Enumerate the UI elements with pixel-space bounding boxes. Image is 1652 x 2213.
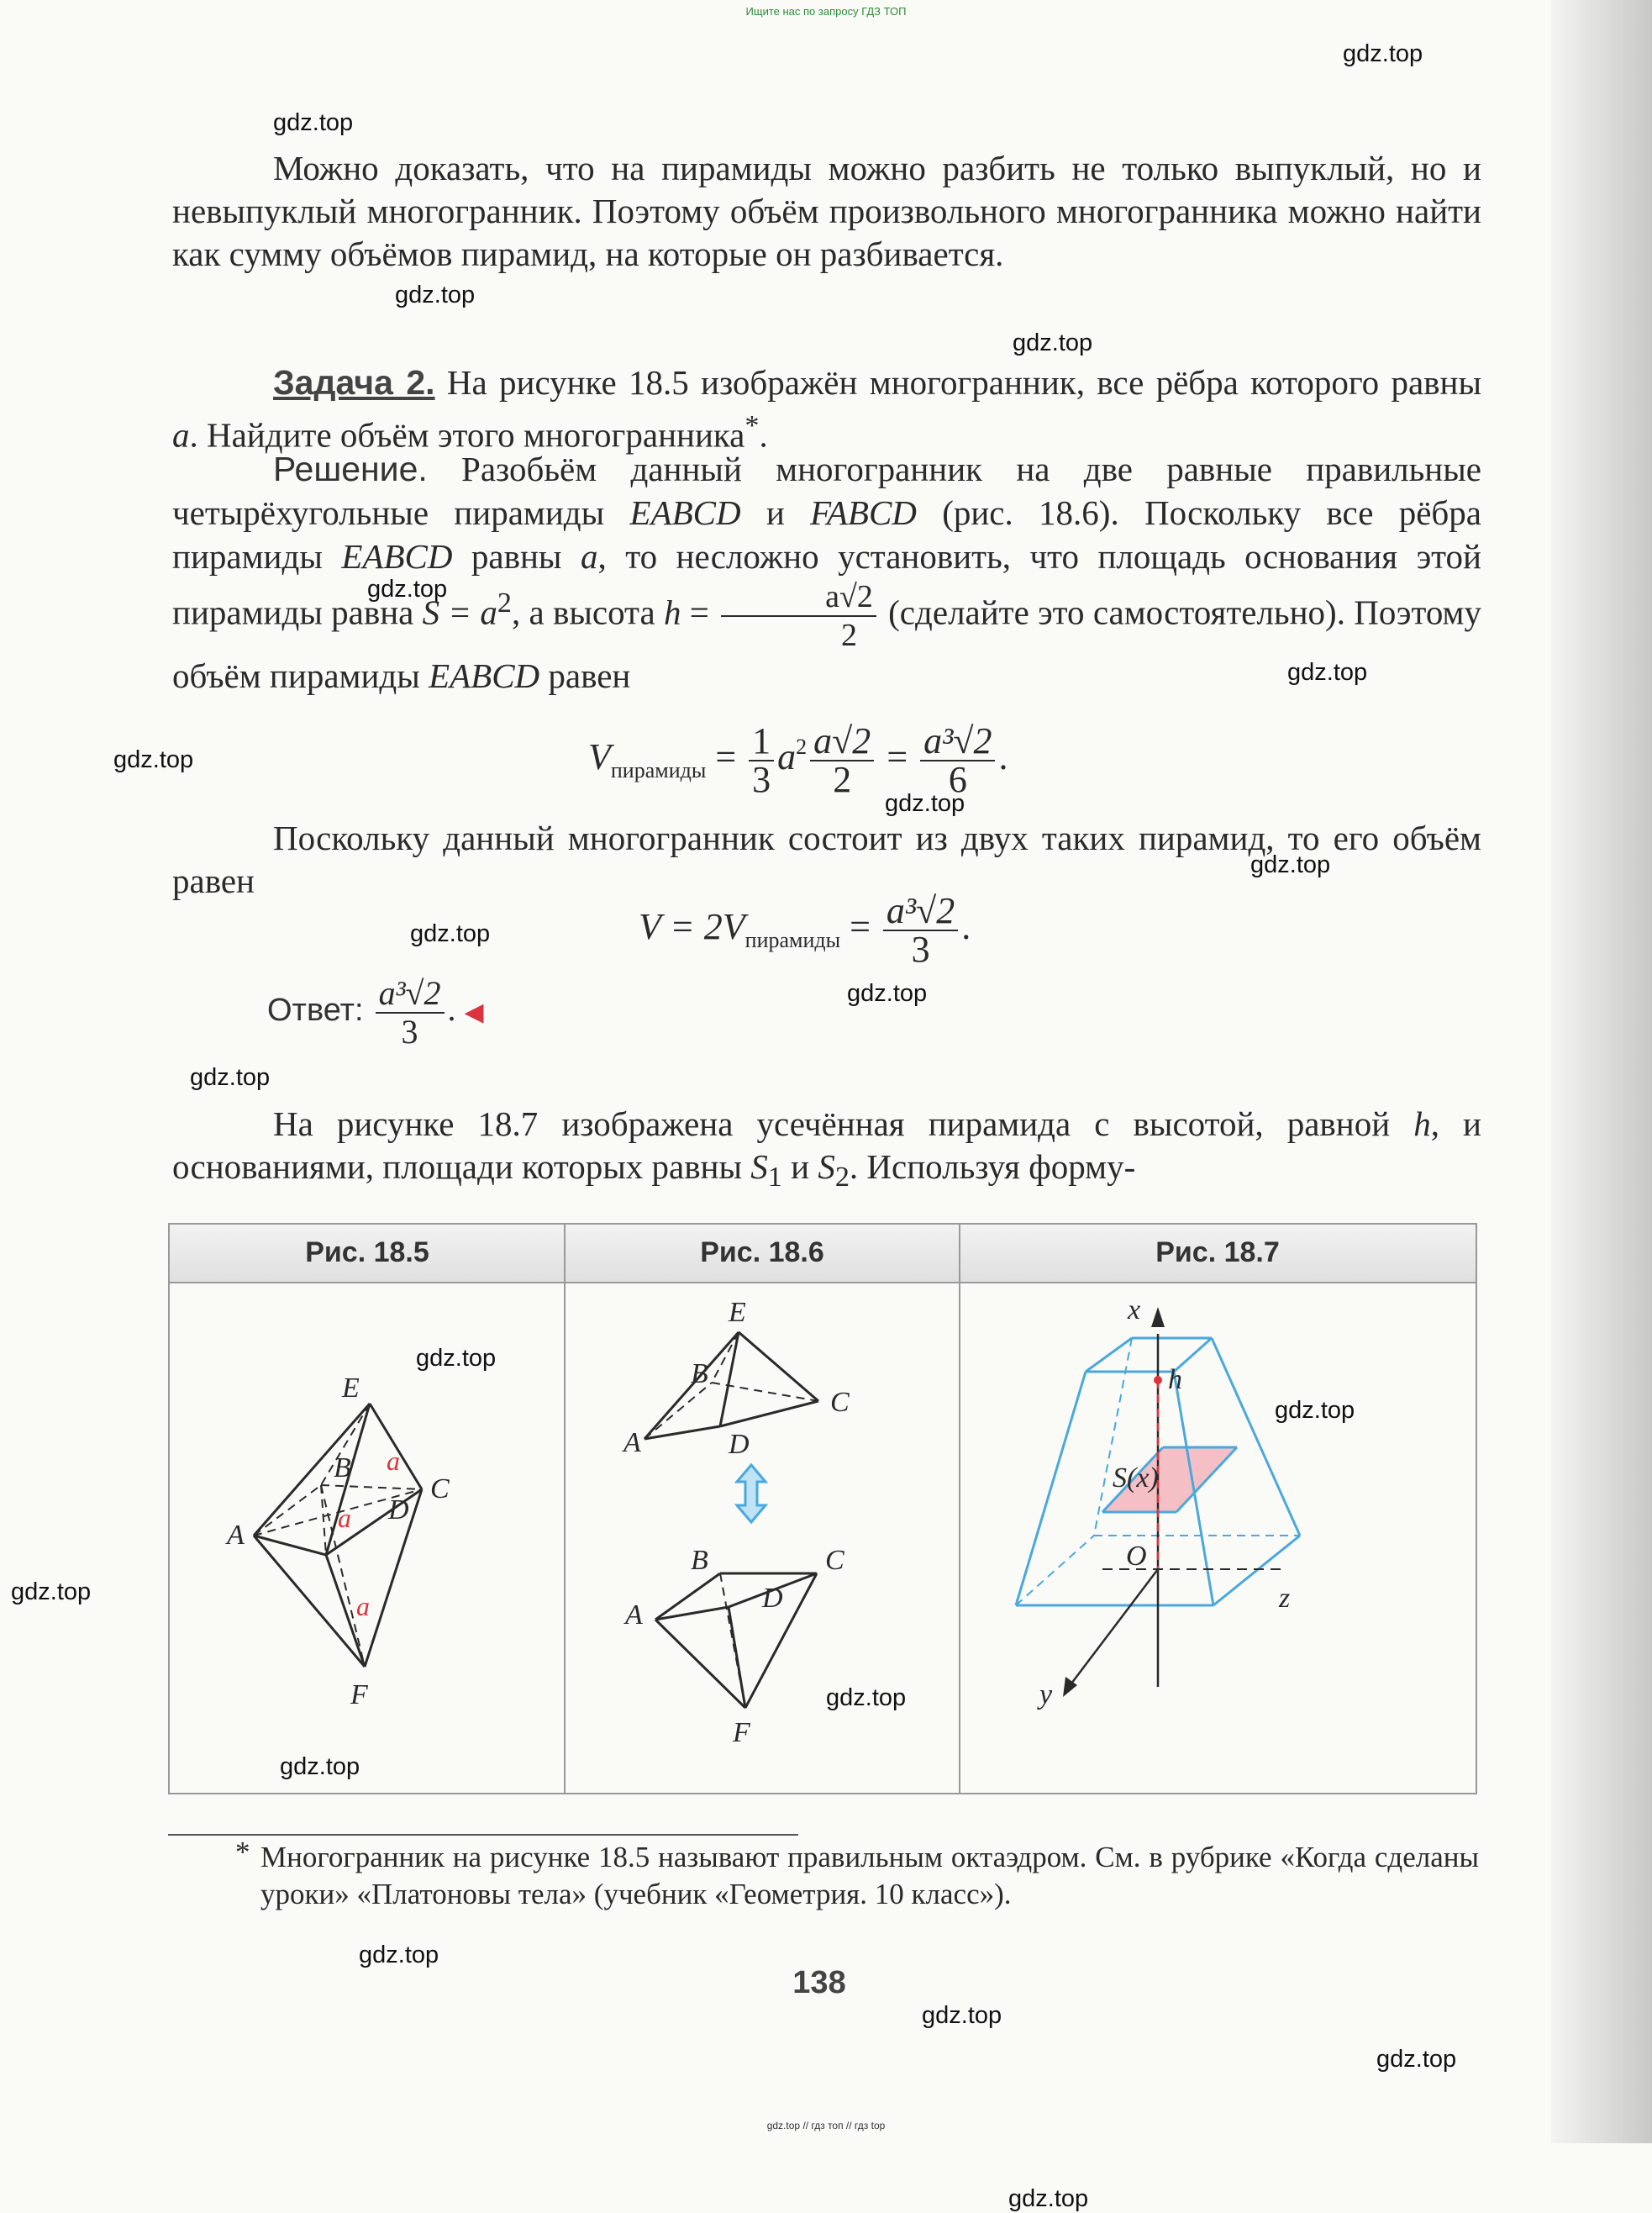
watermark: gdz.top [273,109,354,136]
watermark: gdz.top [280,1753,360,1780]
label-O: O [1126,1541,1147,1572]
octahedron-svg [170,1283,565,1793]
watermark: gdz.top [367,576,448,603]
watermark: gdz.top [847,980,928,1007]
bottom-note: gdz.top // гдз топ // гдз top [766,2120,886,2131]
label-D: D [388,1494,409,1525]
label-B: B [691,1545,708,1576]
answer: Ответ: $\frac{\text{a³√2}}{3}$ . ◀ [267,974,484,1051]
watermark: gdz.top [1376,2046,1457,2073]
label-F: F [733,1717,750,1748]
top-note: Ищите нас по запросу ГДЗ ТОП [745,5,907,18]
watermark: gdz.top [1013,329,1093,356]
label-B: B [691,1358,708,1389]
label-B: B [334,1452,351,1483]
label-C: C [430,1473,450,1504]
watermark: gdz.top [395,282,476,308]
watermark: gdz.top [1343,40,1423,67]
axis-label-x: x [1128,1294,1141,1325]
label-C: C [825,1545,844,1576]
label-F: F [350,1679,368,1710]
label-E: E [729,1297,746,1328]
label-h: h [1168,1364,1182,1395]
task-paragraph: Задача 2. На рисунке 18.5 изображён многогранник, все рёбра которого равны a. Найдите объём этого многогранника*. [172,363,1482,455]
watermark: gdz.top [826,1684,907,1711]
answer-label: Ответ: [267,993,364,1029]
task-label: Задача 2. [273,363,435,402]
solution-label: Решение. [273,450,428,488]
label-E: E [342,1373,360,1404]
footnote-star: * [235,1836,250,1868]
paragraph-total: Поскольку данный многогранник состоит из двух таких пирамид, то его объём равен [172,819,1481,900]
label-A: A [227,1520,245,1551]
watermark: gdz.top [190,1064,271,1091]
watermark: gdz.top [11,1578,92,1605]
edge-label-a: a [356,1591,370,1621]
page-edge-shadow [1551,0,1652,2143]
figure-octahedron [170,1283,565,1793]
watermark: gdz.top [1275,1397,1355,1424]
label-C: C [830,1387,850,1418]
watermark: gdz.top [1250,851,1331,878]
label-A: A [623,1427,641,1458]
footnote-rule [168,1834,798,1836]
watermark: gdz.top [1287,659,1368,686]
end-of-solution-icon: ◀ [464,998,484,1027]
paragraph-frustum: На рисунке 18.7 изображена усечённая пирамида с высотой, равной h, и основаниями, площади которых равны $S_1$ и $S_2$. Используя форму- [172,1104,1481,1193]
label-S-x: S(x) [1113,1462,1159,1494]
watermark: gdz.top [359,1942,439,1968]
pyramids-svg [565,1283,960,1793]
solution-paragraph: Решение. Разобьём данный многогранник на две равные правильные четырёхугольные пирамиды EABCD и FABCD (рис. 18.6). Поскольку все рёбра пирамиды EABCD равны a, то несложно установить, что площадь основания этой пирамиды равна $S = a^2$, а высота h = $\frac{a√2}{2}$ (сделайте это самостоятельно). Поэтому объём пирамиды EABCD равен [172,450,1481,695]
label-A: A [625,1599,643,1631]
axis-label-y: y [1039,1679,1053,1710]
figure-two-pyramids [565,1283,960,1793]
watermark: gdz.top [1008,2185,1089,2212]
watermark: gdz.top [410,920,491,947]
figure-heading: Рис. 18.7 [960,1225,1476,1283]
paragraph-intro: Можно доказать, что на пирамиды можно разбить не только выпуклый, но и невыпуклый многогранник. Поэтому объём произвольного многогранника можно найти как сумму объёмов пирамид, на которые он разбивается. [172,149,1481,273]
watermark: gdz.top [885,790,965,817]
watermark: gdz.top [922,2002,1002,2029]
edge-label-a: a [338,1503,351,1533]
figure-heading: Рис. 18.5 [170,1225,565,1283]
formula-total-volume: $V = 2V_{пирамиды}$ = $\frac{\text{a³√2}}{3}$ . [639,890,971,970]
footnote: * Многогранник на рисунке 18.5 называют правильным октаэдром. См. в рубрике «Когда сделаны уроки» «Платоновы тела» (учебник «Геометрия. 10 класс»). [235,1836,1479,1910]
figure-heading: Рис. 18.6 [565,1225,960,1283]
label-D: D [729,1429,750,1460]
label-D: D [762,1583,783,1614]
axis-label-z: z [1279,1583,1291,1614]
double-arrow-icon [737,1465,765,1522]
formula-pyramid-volume: $V_{пирамиды}$ = $\frac{1}{3}$ $a^2$ $\frac{a√2}{2}$ = $\frac{\text{a³√2}}{6}$ . [588,720,1008,800]
axis-arrow-icon [1151,1307,1165,1327]
watermark: gdz.top [113,746,194,773]
watermark: gdz.top [416,1345,497,1372]
frustum-svg [960,1283,1476,1793]
height-point-icon [1154,1376,1162,1384]
page-number: 138 [792,1965,846,2000]
figure-frustum [960,1283,1476,1793]
figure-table [168,1223,1477,1794]
edge-label-a: a [387,1446,400,1476]
